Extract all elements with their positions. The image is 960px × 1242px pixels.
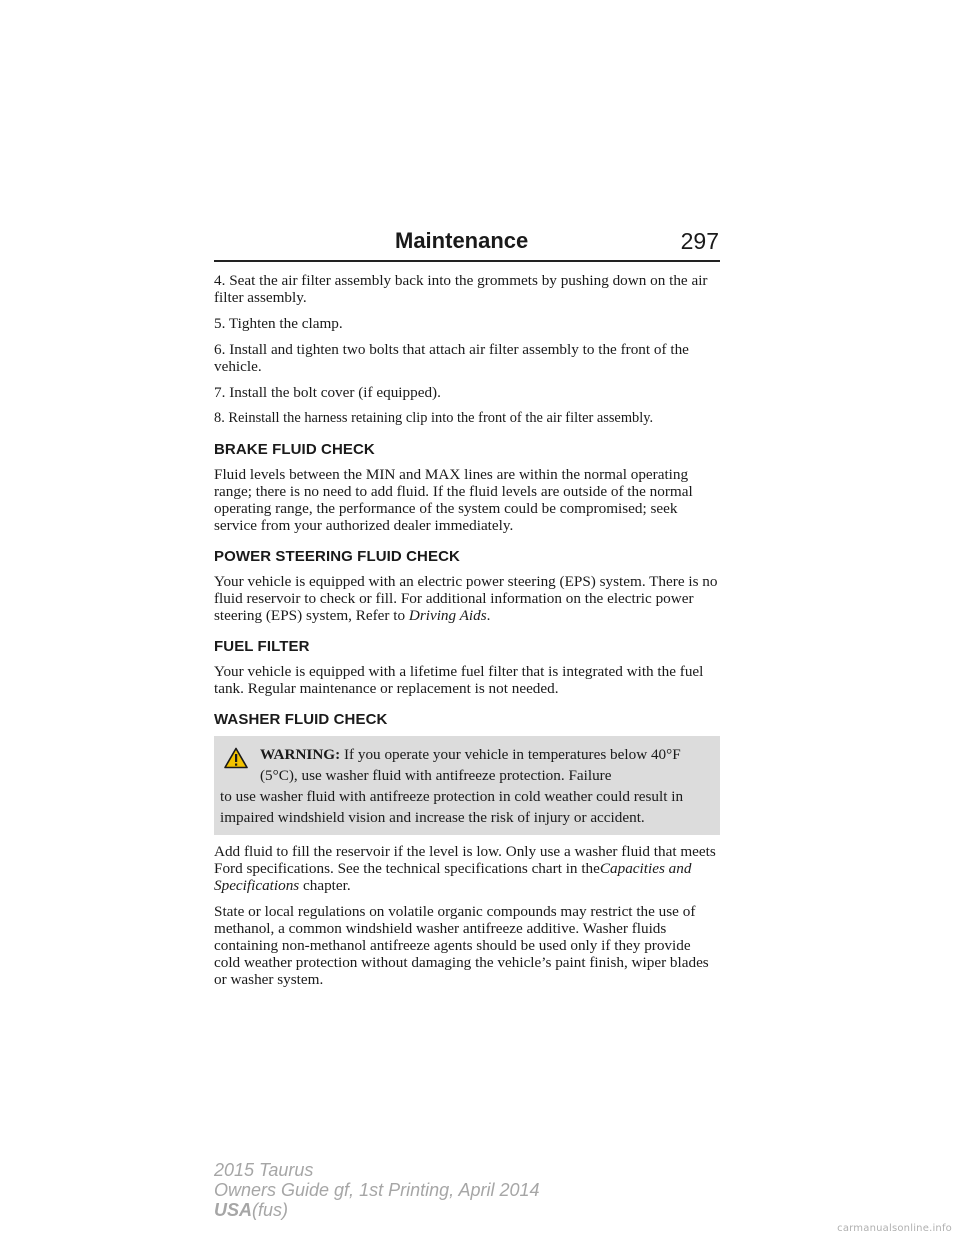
step-5: 5. Tighten the clamp. — [214, 315, 343, 332]
capacities-reference: Capacities and Specifications — [214, 860, 692, 894]
footer-model: 2015 Taurus — [214, 1160, 314, 1180]
footer-region-code: USA — [214, 1200, 253, 1220]
step-6: 6. Install and tighten two bolts that attach air filter assembly to the front of the vehicle. — [214, 341, 689, 375]
site-watermark: carmanualsonline.info — [837, 1223, 952, 1234]
washer-fluid-body-2: State or local regulations on volatile organic compounds may restrict the use of methanol, a common windshield washer antifreeze additive. Washer fluids containing non-methanol antifreeze agents should be used only if they provide cold weather protection without damaging the vehicle’s paint finish, wiper blades or washer system. — [214, 903, 709, 988]
power-steering-heading: POWER STEERING FLUID CHECK — [214, 548, 460, 565]
footer-region-suffix: (fus) — [252, 1200, 289, 1220]
warning-triangle-icon — [224, 747, 248, 769]
washer-fluid-lead: Add fluid to fill the reservoir if the level is low. Only use a washer fluid that meets Ford specifications. See the technical specifications chart in the — [214, 843, 716, 877]
step-8: 8. Reinstall the harness retaining clip into the front of the air filter assembly. — [214, 410, 654, 426]
power-steering-text: Your vehicle is equipped with an electric power steering (EPS) system. There is no fluid reservoir to check or fill. For additional information on the electric power steering (EPS) system, Refer to — [214, 573, 718, 624]
fuel-filter-heading: FUEL FILTER — [214, 638, 310, 655]
page-header — [395, 228, 725, 264]
power-steering-body — [214, 573, 720, 624]
step-7: 7. Install the bolt cover (if equipped). — [214, 384, 441, 401]
header-divider — [214, 260, 720, 262]
warning-label: WARNING: — [260, 746, 341, 763]
warning-rest-text: to use washer fluid with antifreeze protection in cold weather could result in impaired windshield vision and increase the risk of injury or accident. — [220, 788, 684, 826]
page-footer — [214, 1160, 540, 1220]
page-content — [214, 272, 720, 997]
washer-fluid-heading: WASHER FLUID CHECK — [214, 711, 388, 728]
warning-first-text: If you operate your vehicle in temperatures below 40°F (5°C), use washer fluid with antifreeze protection. Failure — [260, 746, 681, 784]
footer-edition: Owners Guide gf, 1st Printing, April 2014 — [214, 1180, 540, 1200]
section-title: Maintenance — [395, 228, 529, 253]
washer-fluid-body-1 — [214, 843, 720, 894]
footer-region — [214, 1200, 540, 1220]
page-number: 297 — [680, 228, 719, 254]
warning-first-lines — [220, 744, 712, 786]
driving-aids-reference: Driving Aids — [408, 607, 487, 624]
step-4: 4. Seat the air filter assembly back into the grommets by pushing down on the air filter assembly. — [214, 272, 708, 306]
brake-fluid-body: Fluid levels between the MIN and MAX lines are within the normal operating range; there is no need to add fluid. If the fluid levels are outside of the normal operating range, the performance of the system could be compromised; seek service from your authorized dealer immediately. — [214, 466, 693, 534]
fuel-filter-body: Your vehicle is equipped with a lifetime fuel filter that is integrated with the fuel tank. Regular maintenance or replacement is not needed. — [214, 663, 704, 697]
warning-box — [214, 736, 720, 835]
washer-fluid-tail: chapter. — [303, 877, 351, 894]
brake-fluid-heading: BRAKE FLUID CHECK — [214, 441, 375, 458]
power-steering-tail: . — [486, 607, 491, 624]
